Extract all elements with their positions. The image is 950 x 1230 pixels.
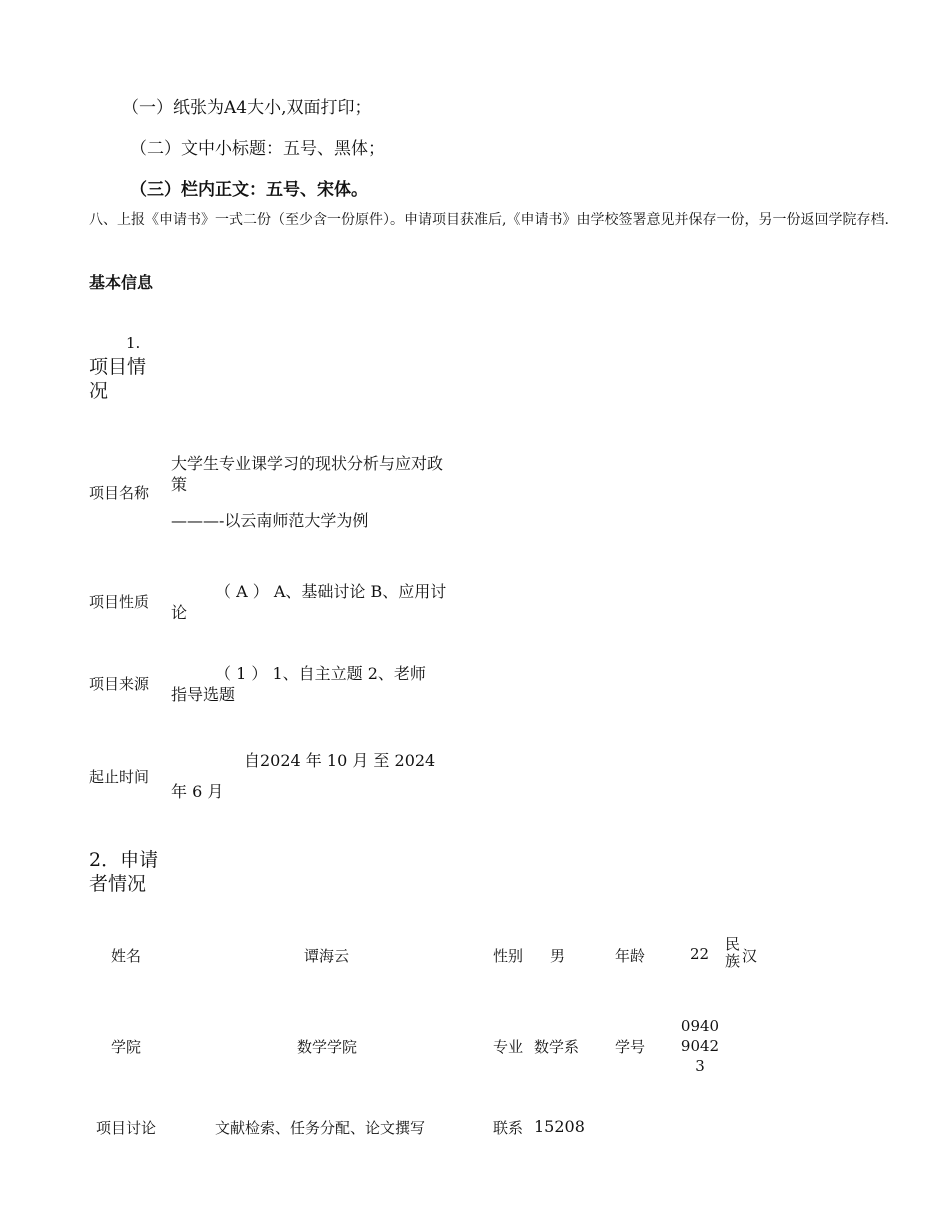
- start-end-time-value: [171, 745, 501, 807]
- section1-title: [89, 355, 146, 403]
- ethnicity-label-line2: 族: [725, 952, 741, 970]
- project-source-label: 项目来源: [89, 675, 150, 693]
- gender-value: 男: [550, 947, 566, 965]
- major-label: 专业: [493, 1038, 524, 1056]
- section2-title-line2: 者情况: [89, 873, 147, 895]
- contact-value: 15208: [534, 1117, 585, 1136]
- gender-label: 性别: [493, 947, 524, 965]
- applicant-name-value: 谭海云: [304, 947, 350, 965]
- project-name-line2: 策: [171, 475, 188, 494]
- project-nature-line2: 论: [171, 603, 188, 622]
- ethnicity-value: 汉: [742, 947, 758, 965]
- student-id-value: [680, 1016, 720, 1076]
- instruction-paper-size: （一）纸张为A4大小,双面打印；: [122, 98, 372, 118]
- section2-title-line1: 2．申请: [89, 849, 159, 871]
- basic-info-heading: 基本信息: [89, 273, 154, 292]
- project-nature-value: [171, 581, 501, 623]
- project-role-value: 文献检索、任务分配、论文撰写: [215, 1119, 426, 1137]
- project-nature-label: 项目性质: [89, 593, 150, 611]
- project-source-value: [171, 663, 501, 705]
- age-value: 22: [690, 945, 710, 963]
- project-nature-line1: （ A ） A、基础讨论 B、应用讨: [215, 582, 447, 601]
- applicant-name-label: 姓名: [111, 947, 142, 965]
- ethnicity-label-line1: 民: [725, 935, 741, 953]
- project-name-subtitle: ———-以云南师范大学为例: [171, 511, 369, 530]
- age-label: 年龄: [615, 947, 646, 965]
- student-id-label: 学号: [615, 1038, 646, 1056]
- project-name-label: 项目名称: [89, 484, 150, 502]
- start-end-time-label: 起止时间: [89, 768, 150, 786]
- section1-title-line2: 况: [89, 380, 109, 402]
- project-source-line2: 指导选题: [171, 685, 236, 704]
- instruction-subtitle-font: （二）文中小标题：五号、黑体；: [130, 139, 385, 159]
- section1-title-line1: 项目情: [89, 356, 147, 378]
- section2-title: [89, 848, 158, 896]
- college-value: 数学学院: [297, 1038, 358, 1056]
- instruction-body-font: （三）栏内正文：五号、宋体。: [130, 180, 368, 200]
- student-id-line1: 0940: [680, 1017, 720, 1035]
- instruction-submission: 八、上报《申请书》一式二份（至少含一份原件）。申请项目获准后,《申请书》由学校签署意见并保存一份，另一份返回学院存档.: [89, 212, 889, 228]
- contact-label: 联系: [493, 1119, 524, 1137]
- major-value: 数学系: [534, 1038, 580, 1056]
- student-id-line3: 3: [695, 1057, 705, 1075]
- start-end-time-line1: 自2024 年 10 月 至 2024: [244, 751, 436, 770]
- college-label: 学院: [111, 1038, 142, 1056]
- project-name-value: [171, 453, 501, 531]
- project-source-line1: （ 1 ） 1、自主立题 2、老师: [215, 664, 426, 683]
- project-role-label: 项目讨论: [96, 1119, 157, 1137]
- student-id-line2: 9042: [680, 1037, 720, 1055]
- section1-number: 1.: [126, 334, 141, 352]
- ethnicity-label: [725, 936, 740, 970]
- start-end-time-line2: 年 6 月: [171, 782, 224, 801]
- project-name-line1: 大学生专业课学习的现状分析与应对政: [171, 454, 444, 473]
